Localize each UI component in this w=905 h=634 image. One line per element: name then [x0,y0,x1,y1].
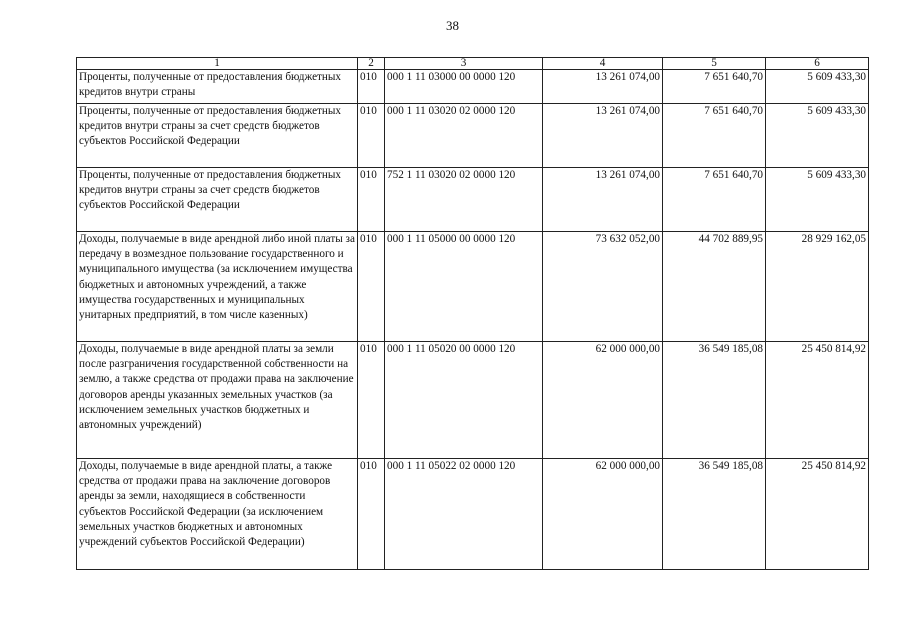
row-value-4: 13 261 074,00 [543,104,663,168]
row-name: Проценты, полученные от предоставления бюджетных кредитов внутри страны [77,70,358,104]
row-value-6: 28 929 162,05 [766,232,869,342]
row-value-6: 25 450 814,92 [766,459,869,570]
row-value-6: 5 609 433,30 [766,168,869,232]
row-value-4: 62 000 000,00 [543,342,663,459]
row-name: Проценты, полученные от предоставления бюджетных кредитов внутри страны за счет средств бюджетов субъектов Российской Федерации [77,168,358,232]
column-header: 4 [543,58,663,70]
row-code: 010 [358,459,385,570]
row-value-5: 7 651 640,70 [663,168,766,232]
column-header: 5 [663,58,766,70]
row-value-6: 5 609 433,30 [766,104,869,168]
row-code: 010 [358,70,385,104]
row-name: Доходы, получаемые в виде арендной платы, а также средства от продажи права на заключение договоров аренды за земли, находящиеся в собственности субъектов Российской Федерации (за исключением земельных участков бюджетных и автономных учреждений субъектов Российской Федерации) [77,459,358,570]
table-row [77,104,869,168]
table-row [77,459,869,570]
table-row [77,168,869,232]
row-kbk: 000 1 11 05022 02 0000 120 [385,459,543,570]
row-value-5: 7 651 640,70 [663,104,766,168]
row-code: 010 [358,168,385,232]
row-code: 010 [358,232,385,342]
table-row [77,70,869,104]
table-row [77,232,869,342]
row-value-4: 73 632 052,00 [543,232,663,342]
revenue-table [76,57,869,570]
row-value-4: 62 000 000,00 [543,459,663,570]
row-code: 010 [358,104,385,168]
row-value-4: 13 261 074,00 [543,168,663,232]
row-kbk: 000 1 11 05020 00 0000 120 [385,342,543,459]
column-header: 3 [385,58,543,70]
row-kbk: 752 1 11 03020 02 0000 120 [385,168,543,232]
table-header-row [77,58,869,70]
row-kbk: 000 1 11 03000 00 0000 120 [385,70,543,104]
row-name: Доходы, получаемые в виде арендной либо иной платы за передачу в возмездное пользование государственного и муниципального имущества (за исключением имущества бюджетных и автономных учреждений, а также имущества государственных и муниципальных унитарных предприятий, в том числе казенных) [77,232,358,342]
column-header: 1 [77,58,358,70]
page-number: 38 [446,18,459,33]
row-code: 010 [358,342,385,459]
row-value-6: 25 450 814,92 [766,342,869,459]
row-value-5: 7 651 640,70 [663,70,766,104]
row-value-5: 44 702 889,95 [663,232,766,342]
row-value-5: 36 549 185,08 [663,459,766,570]
row-kbk: 000 1 11 05000 00 0000 120 [385,232,543,342]
row-value-5: 36 549 185,08 [663,342,766,459]
table-row [77,342,869,459]
column-header: 2 [358,58,385,70]
row-value-4: 13 261 074,00 [543,70,663,104]
column-header: 6 [766,58,869,70]
row-value-6: 5 609 433,30 [766,70,869,104]
row-name: Доходы, получаемые в виде арендной платы за земли после разграничения государственной собственности на землю, а также средства от продажи права на заключение договоров аренды указанных земельных участков (за исключением земельных участков бюджетных и автономных учреждений) [77,342,358,459]
row-name: Проценты, полученные от предоставления бюджетных кредитов внутри страны за счет средств бюджетов субъектов Российской Федерации [77,104,358,168]
row-kbk: 000 1 11 03020 02 0000 120 [385,104,543,168]
